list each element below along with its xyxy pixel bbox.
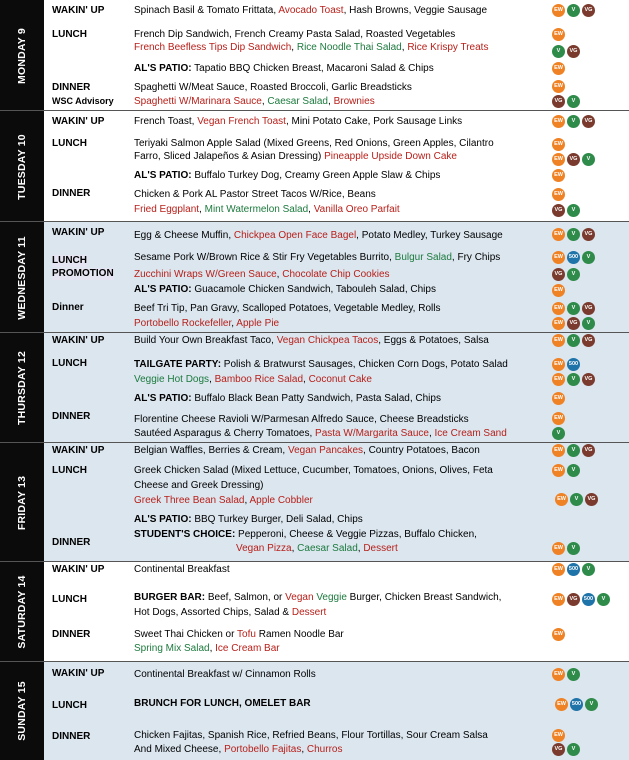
menu-line: AL'S PATIO: Buffalo Black Bean Patty Sandwich, Pasta Salad, Chips [134, 393, 441, 404]
meal-dinner: DINNER [52, 629, 91, 640]
day-sunday [0, 662, 629, 760]
500-calorie-icon: 500 [582, 593, 595, 606]
vg-icon: VG [567, 593, 580, 606]
menu-line: Beef Tri Tip, Pan Gravy, Scalloped Potatoes, Vegetable Medley, Rolls [134, 303, 441, 314]
v-icon: V [567, 464, 580, 477]
diet-badges [552, 392, 565, 405]
ew-icon: EW [552, 115, 565, 128]
menu-line: Continental Breakfast w/ Cinnamon Rolls [134, 669, 316, 680]
day-saturday [0, 562, 629, 662]
diet-badges [552, 743, 580, 756]
500-calorie-icon: 500 [567, 358, 580, 371]
menu-line: Chicken & Pork AL Pastor Street Tacos W/Rice, Beans [134, 189, 376, 200]
v-icon: V [582, 563, 595, 576]
menu-line: Veggie Hot Dogs, Bamboo Rice Salad, Coconut Cake [134, 374, 372, 385]
v-icon: V [582, 251, 595, 264]
diet-badges [552, 729, 565, 742]
ew-icon: EW [552, 284, 565, 297]
vg-icon: VG [582, 4, 595, 17]
menu-line: Cheese and Greek Dressing) [134, 480, 264, 491]
menu-line: French Toast, Vegan French Toast, Mini Potato Cake, Pork Sausage Links [134, 116, 463, 127]
vg-icon: VG [582, 115, 595, 128]
500-calorie-icon: 500 [567, 251, 580, 264]
diet-badges [552, 444, 595, 457]
menu-line: Teriyaki Salmon Apple Salad (Mixed Greens, Red Onions, Green Apples, Cilantro [134, 138, 494, 149]
diet-badges [552, 358, 580, 371]
diet-badges [552, 542, 580, 555]
day-monday [0, 0, 629, 111]
day-tuesday [0, 111, 629, 222]
menu-line: And Mixed Cheese, Portobello Fajitas, Churros [134, 744, 343, 755]
diet-badges [552, 563, 595, 576]
meal-dinner: DINNER [52, 731, 91, 742]
ew-icon: EW [552, 169, 565, 182]
meal-breakfast: WAKIN' UP [52, 5, 105, 16]
menu-line: AL'S PATIO: Buffalo Turkey Dog, Creamy Green Apple Slaw & Chips [134, 170, 441, 181]
diet-badges [555, 493, 598, 506]
ew-icon: EW [552, 358, 565, 371]
meal-breakfast: WAKIN' UP [52, 116, 105, 127]
v-icon: V [585, 698, 598, 711]
day-label: MONDAY 9 [0, 0, 44, 111]
menu-line: AL'S PATIO: BBQ Turkey Burger, Deli Salad, Chips [134, 514, 363, 525]
diet-badges [552, 317, 595, 330]
meal-dinner: DINNER [52, 411, 91, 422]
ew-icon: EW [555, 493, 568, 506]
ew-icon: EW [552, 668, 565, 681]
v-icon: V [582, 317, 595, 330]
meal-breakfast: WAKIN' UP [52, 564, 105, 575]
vg-icon: VG [582, 302, 595, 315]
diet-badges [552, 412, 565, 425]
vg-icon: VG [552, 743, 565, 756]
meal-dinner: Dinner [52, 302, 84, 313]
menu-line: Hot Dogs, Assorted Chips, Salad & Dessert [134, 607, 327, 618]
500-calorie-icon: 500 [567, 563, 580, 576]
v-icon: V [552, 427, 565, 440]
diet-badges [555, 698, 598, 711]
v-icon: V [567, 268, 580, 281]
ew-icon: EW [552, 563, 565, 576]
diet-badges [552, 228, 595, 241]
ew-icon: EW [555, 698, 568, 711]
menu-line: Build Your Own Breakfast Taco, Vegan Chickpea Tacos, Eggs & Potatoes, Salsa [134, 335, 489, 346]
v-icon: V [567, 743, 580, 756]
menu-line: Spaghetti W/Marinara Sauce, Caesar Salad, Brownies [134, 96, 375, 107]
menu-line: French Beefless Tips Dip Sandwich, Rice Noodle Thai Salad, Rice Krispy Treats [134, 42, 489, 53]
menu-line: BRUNCH FOR LUNCH, OMELET BAR [134, 698, 311, 709]
menu-line: Sweet Thai Chicken or Tofu Ramen Noodle Bar [134, 629, 344, 640]
day-label: TUESDAY 10 [0, 111, 44, 222]
ew-icon: EW [552, 302, 565, 315]
diet-badges [552, 4, 595, 17]
ew-icon: EW [552, 464, 565, 477]
menu-line: French Dip Sandwich, French Creamy Pasta Salad, Roasted Vegetables [134, 29, 456, 40]
meal-breakfast: WAKIN' UP [52, 445, 105, 456]
day-label: SUNDAY 15 [0, 662, 44, 760]
ew-icon: EW [552, 334, 565, 347]
ew-icon: EW [552, 153, 565, 166]
ew-icon: EW [552, 317, 565, 330]
ew-icon: EW [552, 62, 565, 75]
vg-icon: VG [552, 204, 565, 217]
v-icon: V [570, 493, 583, 506]
menu-line: Florentine Cheese Ravioli W/Parmesan Alfredo Sauce, Cheese Breadsticks [134, 414, 469, 425]
diet-badges [552, 302, 595, 315]
vg-icon: VG [567, 153, 580, 166]
v-icon: V [567, 373, 580, 386]
diet-badges [552, 593, 610, 606]
meal-dinner: DINNER [52, 82, 91, 93]
v-icon: V [567, 4, 580, 17]
menu-line: AL'S PATIO: Guacamole Chicken Sandwich, Tabouleh Salad, Chips [134, 284, 436, 295]
meal-lunch: LUNCH [52, 700, 87, 711]
vg-icon: VG [582, 373, 595, 386]
ew-icon: EW [552, 593, 565, 606]
ew-icon: EW [552, 138, 565, 151]
diet-badges [552, 251, 595, 264]
diet-badges [552, 188, 565, 201]
diet-badges [552, 204, 580, 217]
menu-line: Chicken Fajitas, Spanish Rice, Refried Beans, Flour Tortillas, Sour Cream Salsa [134, 730, 488, 741]
menu-line: AL'S PATIO: Tapatio BBQ Chicken Breast, Macaroni Salad & Chips [134, 63, 434, 74]
meal-dinner: DINNER [52, 188, 91, 199]
v-icon: V [567, 334, 580, 347]
meal-dinner: DINNER [52, 537, 91, 548]
diet-badges [552, 62, 565, 75]
v-icon: V [567, 302, 580, 315]
ew-icon: EW [552, 392, 565, 405]
diet-badges [552, 28, 565, 41]
menu-line: BURGER BAR: Beef, Salmon, or Vegan Veggie Burger, Chicken Breast Sandwich, [134, 592, 502, 603]
v-icon: V [567, 95, 580, 108]
diet-badges [552, 45, 580, 58]
500-calorie-icon: 500 [570, 698, 583, 711]
menu-line: Greek Chicken Salad (Mixed Lettuce, Cucumber, Tomatoes, Onions, Olives, Feta [134, 465, 493, 476]
ew-icon: EW [552, 188, 565, 201]
v-icon: V [567, 444, 580, 457]
diet-badges [552, 334, 595, 347]
menu-line: Sautéed Asparagus & Cherry Tomatoes, Pasta W/Margarita Sauce, Ice Cream Sand [134, 428, 507, 439]
vg-icon: VG [582, 444, 595, 457]
meal-lunch: LUNCH [52, 594, 87, 605]
diet-badges [552, 464, 580, 477]
v-icon: V [567, 204, 580, 217]
meal-breakfast: WAKIN' UP [52, 335, 105, 346]
vg-icon: VG [567, 317, 580, 330]
vg-icon: VG [552, 95, 565, 108]
diet-badges [552, 80, 565, 93]
menu-line: Spaghetti W/Meat Sauce, Roasted Broccoli, Garlic Breadsticks [134, 82, 412, 93]
meal-lunch: LUNCH [52, 358, 87, 369]
v-icon: V [567, 228, 580, 241]
ew-icon: EW [552, 412, 565, 425]
vg-icon: VG [585, 493, 598, 506]
v-icon: V [582, 153, 595, 166]
diet-badges [552, 115, 595, 128]
day-thursday [0, 333, 629, 443]
day-label: FRIDAY 13 [0, 443, 44, 562]
menu-line: Greek Three Bean Salad, Apple Cobbler [134, 495, 313, 506]
meal-lunch: LUNCH [52, 465, 87, 476]
diet-badges [552, 138, 565, 151]
meal-lunch: LUNCH [52, 138, 87, 149]
v-icon: V [597, 593, 610, 606]
diet-badges [552, 95, 580, 108]
meal-promotion: PROMOTION [52, 268, 114, 279]
menu-line: Egg & Cheese Muffin, Chickpea Open Face Bagel, Potato Medley, Turkey Sausage [134, 230, 503, 241]
v-icon: V [552, 45, 565, 58]
vg-icon: VG [582, 334, 595, 347]
vg-icon: VG [552, 268, 565, 281]
menu-line: Spring Mix Salad, Ice Cream Bar [134, 643, 280, 654]
ew-icon: EW [552, 444, 565, 457]
ew-icon: EW [552, 628, 565, 641]
v-icon: V [567, 115, 580, 128]
v-icon: V [567, 542, 580, 555]
ew-icon: EW [552, 729, 565, 742]
ew-icon: EW [552, 228, 565, 241]
menu-line: Farro, Sliced Jalapeños & Asian Dressing) Pineapple Upside Down Cake [134, 151, 457, 162]
ew-icon: EW [552, 251, 565, 264]
menu-line: Portobello Rockefeller, Apple Pie [134, 318, 280, 329]
ew-icon: EW [552, 28, 565, 41]
diet-badges [552, 268, 580, 281]
meal-breakfast: WAKIN' UP [52, 227, 105, 238]
ew-icon: EW [552, 80, 565, 93]
diet-badges [552, 153, 595, 166]
menu-line: Continental Breakfast [134, 564, 230, 575]
diet-badges [552, 668, 580, 681]
vg-icon: VG [567, 45, 580, 58]
day-wednesday [0, 222, 629, 333]
menu-line: STUDENT'S CHOICE: Pepperoni, Cheese & Veggie Pizzas, Buffalo Chicken, [134, 529, 477, 540]
diet-badges [552, 427, 565, 440]
meal-lunch: LUNCH [52, 255, 87, 266]
menu-line: Fried Eggplant, Mint Watermelon Salad, Vanilla Oreo Parfait [134, 204, 400, 215]
diet-badges [552, 373, 595, 386]
meal-note: WSC Advisory [52, 96, 114, 106]
v-icon: V [567, 668, 580, 681]
menu-line: Sesame Pork W/Brown Rice & Stir Fry Vegetables Burrito, Bulgur Salad, Fry Chips [134, 252, 501, 263]
ew-icon: EW [552, 4, 565, 17]
menu-line: Zucchini Wraps W/Green Sauce, Chocolate Chip Cookies [134, 269, 390, 280]
day-label: THURSDAY 12 [0, 333, 44, 443]
diet-badges [552, 169, 565, 182]
menu-line: TAILGATE PARTY: Polish & Bratwurst Sausages, Chicken Corn Dogs, Potato Salad [134, 359, 508, 370]
day-label: WEDNESDAY 11 [0, 222, 44, 333]
day-friday [0, 443, 629, 562]
menu-line: Belgian Waffles, Berries & Cream, Vegan Pancakes, Country Potatoes, Bacon [134, 445, 480, 456]
menu-line: Spinach Basil & Tomato Frittata, Avocado Toast, Hash Browns, Veggie Sausage [134, 5, 488, 16]
meal-lunch: LUNCH [52, 29, 87, 40]
vg-icon: VG [582, 228, 595, 241]
day-label: SATURDAY 14 [0, 562, 44, 662]
menu-line: Vegan Pizza, Caesar Salad, Dessert [236, 543, 398, 554]
diet-badges [552, 284, 565, 297]
meal-breakfast: WAKIN' UP [52, 668, 105, 679]
diet-badges [552, 628, 565, 641]
ew-icon: EW [552, 373, 565, 386]
ew-icon: EW [552, 542, 565, 555]
